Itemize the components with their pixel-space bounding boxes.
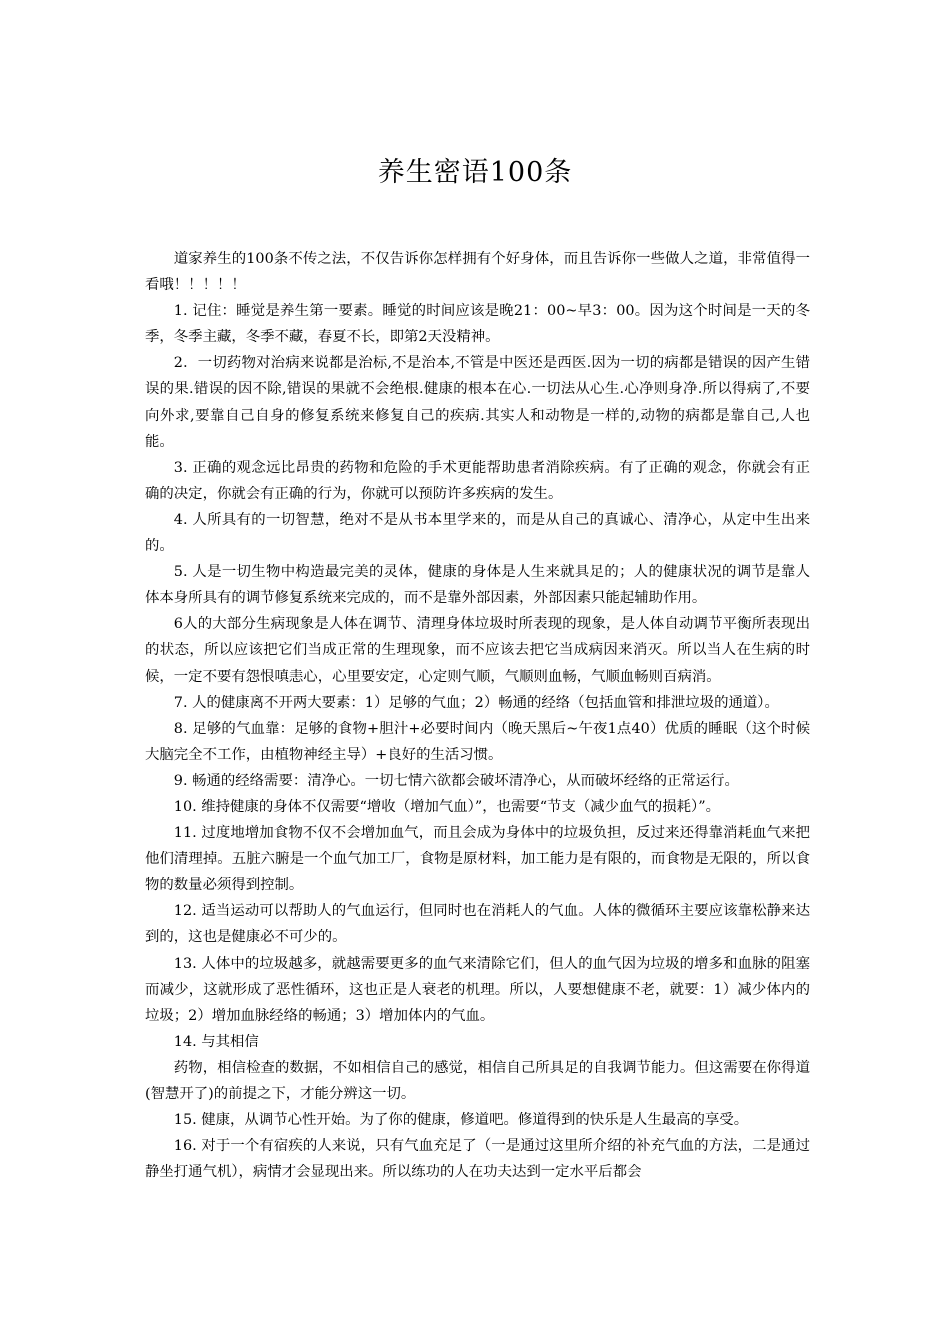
paragraph-item-16: 16. 对于一个有宿疾的人来说，只有气血充足了（一是通过这里所介绍的补充气血的方法，二是通过静坐打通气机），病情才会显现出来。所以练功的人在功夫达到一定水平后都会: [145, 1138, 810, 1181]
intro-paragraph: 道家养生的100条不传之法，不仅告诉你怎样拥有个好身体，而且告诉你一些做人之道，非常值得一看哦！！！！！: [145, 251, 810, 294]
paragraph-item-14-body: 药物，相信检查的数据，不如相信自己的感觉，相信自己所具足的自我调节能力。但这需要在你得道(智慧开了)的前提之下，才能分辨这一切。: [145, 1059, 810, 1102]
paragraph-item-6: 6人的大部分生病现象是人体在调节、清理身体垃圾时所表现的现象，是人体自动调节平衡所表现出的状态，所以应该把它们当成正常的生理现象，而不应该去把它当成病因来消灭。所以当人在生病的时候，一定不要有怨恨嗔恚心，心里要安定，心定则气顺，气顺则血畅，气顺血畅则百病消。: [145, 616, 810, 685]
document-title: 养生密语100条: [377, 157, 573, 188]
paragraph-item-14-heading: 14. 与其相信: [173, 1033, 259, 1050]
paragraph-item-15: 15. 健康，从调节心性开始。为了你的健康，修道吧。修道得到的快乐是人生最高的享受。: [173, 1112, 749, 1129]
paragraph-item-12: 12. 适当运动可以帮助人的气血运行，但同时也在消耗人的气血。人体的微循环主要应该靠松静来达到的，这也是健康必不可少的。: [145, 903, 810, 946]
paragraph-item-11: 11. 过度地增加食物不仅不会增加血气，而且会成为身体中的垃圾负担，反过来还得靠消耗血气来把他们清理掉。五脏六腑是一个血气加工厂，食物是原材料，加工能力是有限的，而食物是无限的，所以食物的数量必须得到控制。: [145, 825, 810, 894]
paragraph-item-10: 10. 维持健康的身体不仅需要“增收（增加气血）”，也需要“节支（减少血气的损耗）”。: [173, 798, 720, 815]
paragraph-item-9: 9. 畅通的经络需要：清净心。一切七情六欲都会破坏清净心，从而破坏经络的正常运行。: [173, 772, 739, 789]
paragraph-item-8: 8. 足够的气血靠：足够的食物+胆汁+必要时间内（晚天黑后~午夜1点40）优质的睡眠（这个时候大脑完全不工作，由植物神经主导）+良好的生活习惯。: [145, 720, 810, 763]
paragraph-item-7: 7. 人的健康离不开两大要素：1）足够的气血；2）畅通的经络（包括血管和排泄垃圾的通道）。: [173, 694, 779, 711]
paragraph-item-4: 4. 人所具有的一切智慧，绝对不是从书本里学来的，而是从自己的真诚心、清净心，从定中生出来的。: [145, 511, 810, 555]
paragraph-item-2: 2．一切药物对治病来说都是治标,不是治本,不管是中医还是西医.因为一切的病都是错误的因产生错误的果.错误的因不除,错误的果就不会绝根.健康的根本在心.一切法从心生.心净则身净.所以得病了,不要向外求,要靠自己自身的修复系统来修复自己的疾病.其实人和动物是一样的,动物的病都是靠自己,人也能。: [145, 355, 810, 450]
paragraph-item-5: 5. 人是一切生物中构造最完美的灵体，健康的身体是人生来就具足的；人的健康状况的调节是靠人体本身所具有的调节修复系统来完成的，而不是靠外部因素，外部因素只能起辅助作用。: [145, 564, 810, 607]
paragraph-item-13: 13. 人体中的垃圾越多，就越需要更多的血气来清除它们，但人的血气因为垃圾的增多和血脉的阻塞而减少，这就形成了恶性循环，这也正是人衰老的机理。所以，人要想健康不老，就要：1）减少体内的垃圾；2）增加血脉经络的畅通；3）增加体内的气血。: [145, 955, 810, 1024]
paragraph-item-1: 1. 记住：睡觉是养生第一要素。睡觉的时间应该是晚21：00~早3：00。因为这个时间是一天的冬季，冬季主藏，冬季不藏，春夏不长，即第2天没精神。: [145, 303, 810, 346]
paragraph-item-3: 3. 正确的观念远比昂贵的药物和危险的手术更能帮助患者消除疾病。有了正确的观念，你就会有正确的决定，你就会有正确的行为，你就可以预防许多疾病的发生。: [145, 459, 810, 502]
document-body: [145, 246, 810, 1185]
